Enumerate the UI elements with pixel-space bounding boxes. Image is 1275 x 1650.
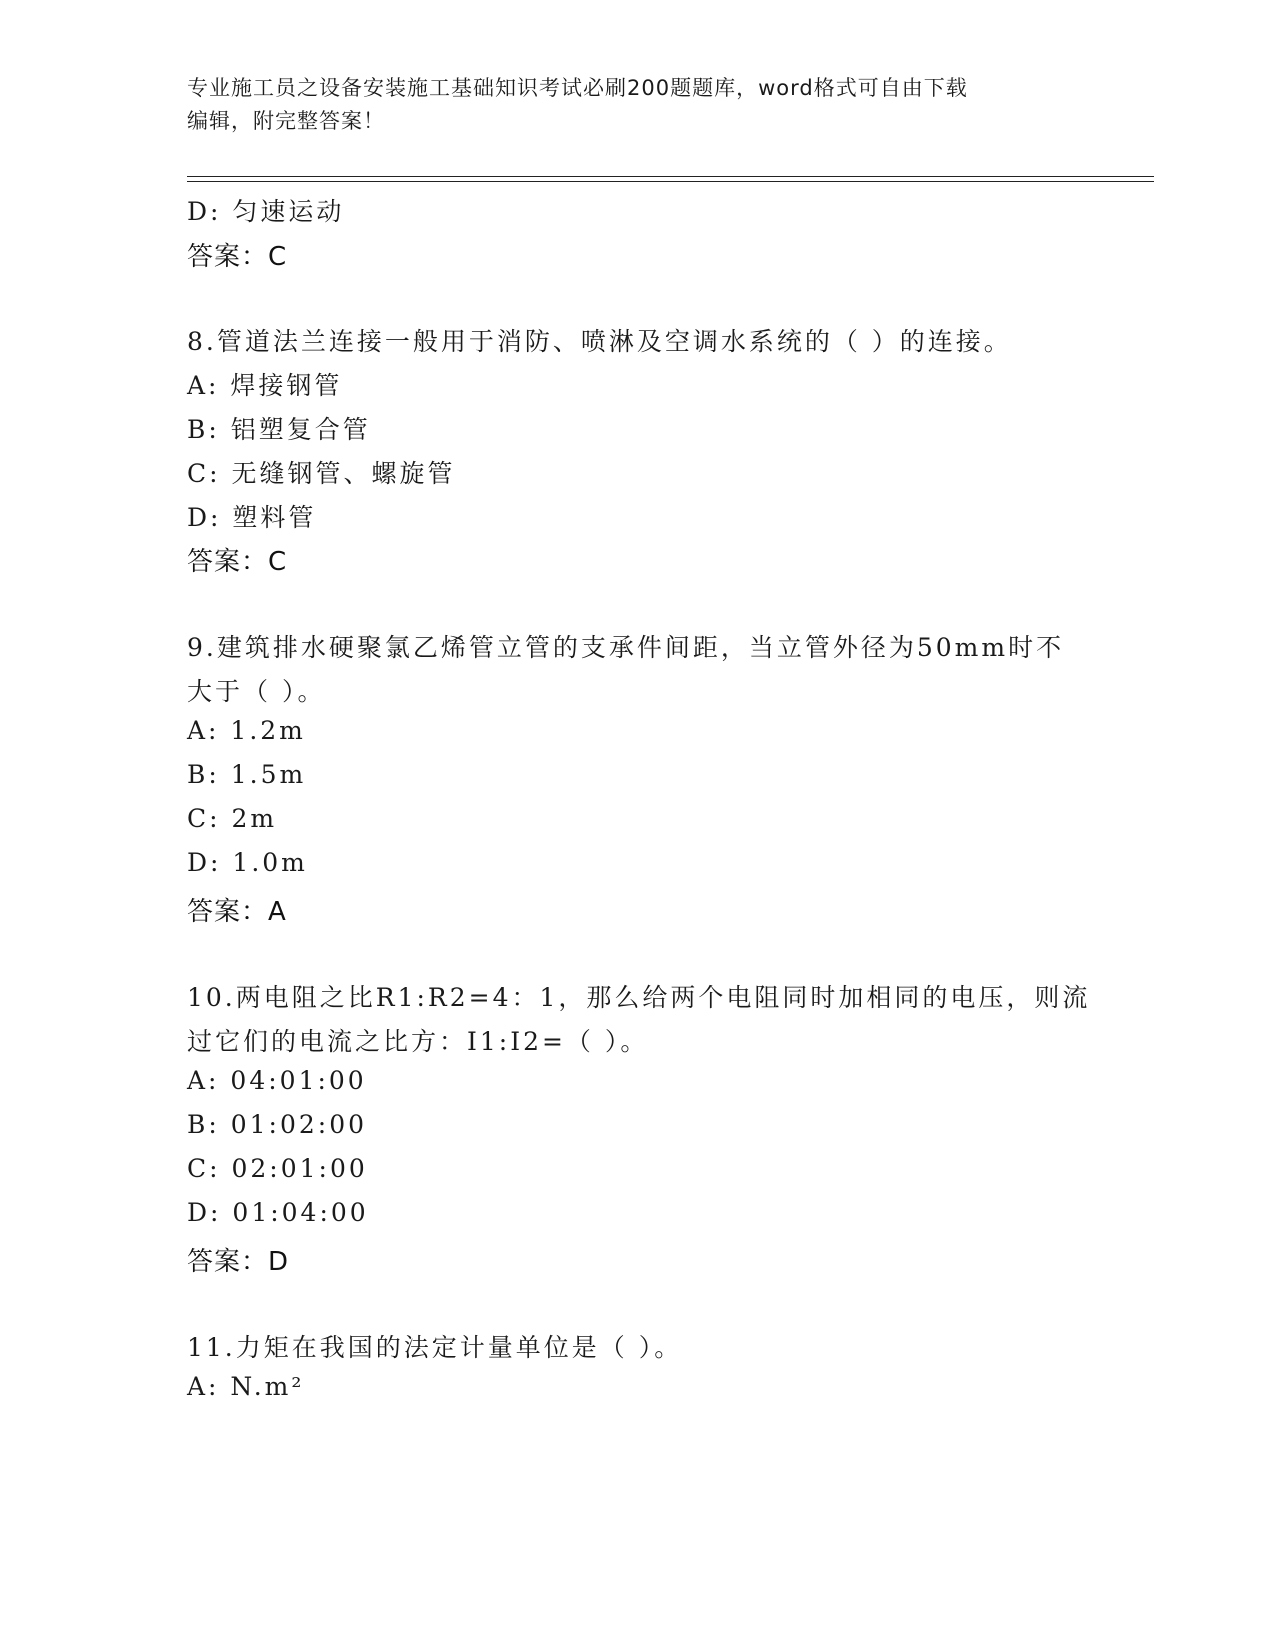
q9-stem-line-1: 9.建筑排水硬聚氯乙烯管立管的支承件间距，当立管外径为50mm时不	[187, 633, 1065, 662]
q9-answer: 答案：A	[187, 897, 287, 927]
document-header	[187, 72, 1087, 138]
prev-option-d: D: 匀速运动	[187, 197, 345, 226]
q9-option-d: D: 1.0m	[187, 848, 308, 877]
q10-option-d: D: 01:04:00	[187, 1198, 369, 1227]
q10-option-b: B: 01:02:00	[187, 1110, 368, 1139]
q8-option-a: A: 焊接钢管	[187, 371, 343, 400]
q10-stem-line-2: 过它们的电流之比方：I1:I2=（ ）。	[187, 1027, 649, 1056]
q11-option-a: A: N.m²	[187, 1372, 305, 1401]
header-divider-top	[187, 176, 1154, 177]
q8-option-d: D: 塑料管	[187, 503, 317, 532]
q11-stem: 11.力矩在我国的法定计量单位是（ ）。	[187, 1333, 683, 1362]
q9-option-c: C: 2m	[187, 804, 278, 833]
q8-stem: 8.管道法兰连接一般用于消防、喷淋及空调水系统的（ ）的连接。	[187, 327, 1012, 356]
header-line-1: 专业施工员之设备安装施工基础知识考试必刷200题题库，word格式可自由下载	[187, 76, 968, 100]
q8-option-c: C: 无缝钢管、螺旋管	[187, 459, 456, 488]
q8-answer: 答案：C	[187, 547, 288, 577]
header-divider-bottom	[187, 181, 1154, 182]
q10-stem-line-1: 10.两电阻之比R1:R2=4：1，那么给两个电阻同时加相同的电压，则流	[187, 983, 1091, 1012]
q9-option-b: B: 1.5m	[187, 760, 307, 789]
q10-option-a: A: 04:01:00	[187, 1066, 367, 1095]
prev-answer: 答案：C	[187, 242, 288, 272]
header-line-2: 编辑，附完整答案！	[187, 109, 385, 133]
q9-option-a: A: 1.2m	[187, 716, 306, 745]
q10-answer: 答案：D	[187, 1247, 290, 1277]
q8-option-b: B: 铝塑复合管	[187, 415, 371, 444]
q9-stem-line-2: 大于（ ）。	[187, 677, 326, 706]
q10-option-c: C: 02:01:00	[187, 1154, 368, 1183]
